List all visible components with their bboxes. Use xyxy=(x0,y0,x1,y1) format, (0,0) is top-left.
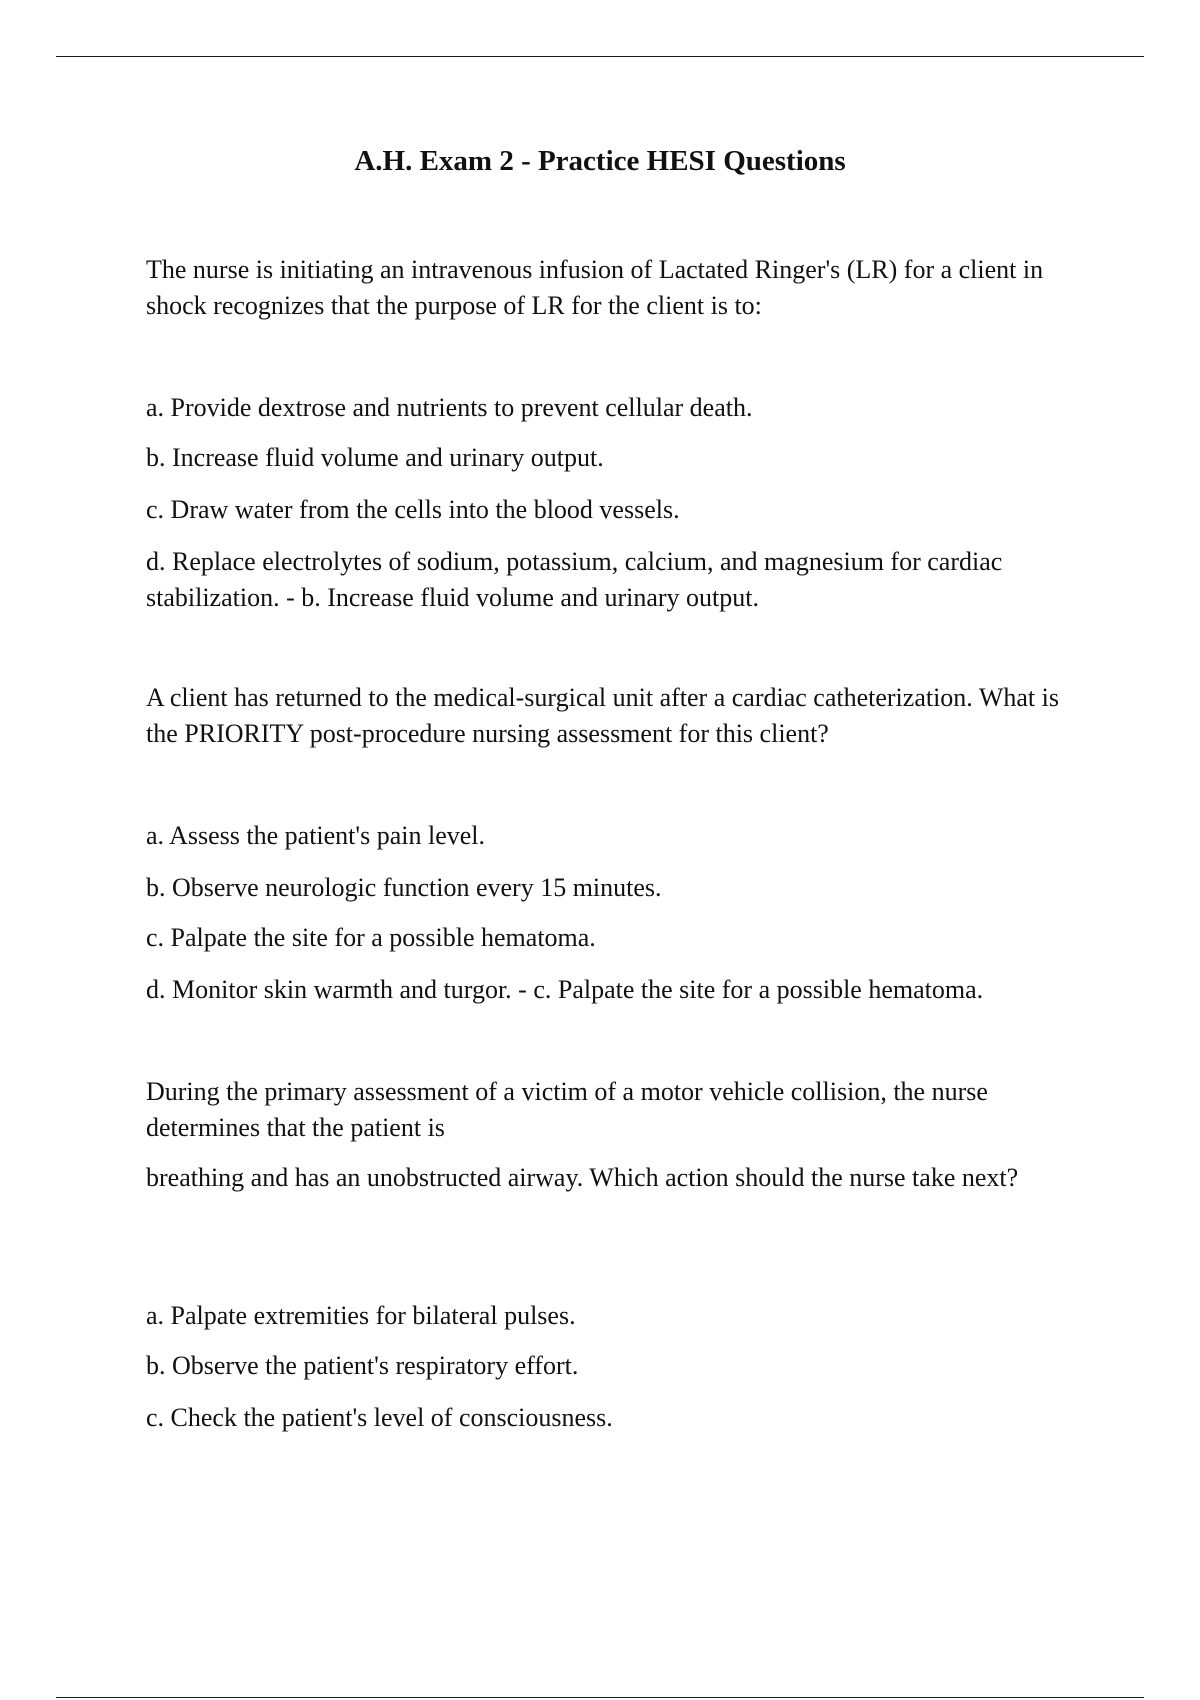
footer-rule xyxy=(56,1697,1144,1698)
question-2-stem: A client has returned to the medical-surgical unit after a cardiac catheterization. What is the PRIORITY post-procedure nursing assessment for this client? xyxy=(146,683,1059,748)
document-title: A.H. Exam 2 - Practice HESI Questions xyxy=(354,145,846,177)
question-1-option-a: a. Provide dextrose and nutrients to prevent cellular death. xyxy=(146,393,753,422)
question-1-option-b: b. Increase fluid volume and urinary output. xyxy=(146,443,604,472)
question-3-option-a: a. Palpate extremities for bilateral pulses. xyxy=(146,1301,576,1330)
question-2-option-a: a. Assess the patient's pain level. xyxy=(146,821,486,850)
question-2-option-b: b. Observe neurologic function every 15 minutes. xyxy=(146,873,662,902)
question-3-option-b: b. Observe the patient's respiratory effort. xyxy=(146,1351,579,1380)
question-1-option-c: c. Draw water from the cells into the blood vessels. xyxy=(146,495,680,524)
question-3-stem: During the primary assessment of a victim of a motor vehicle collision, the nurse determines that the patient is xyxy=(146,1077,988,1142)
question-3-stem-continued: breathing and has an unobstructed airway. Which action should the nurse take next? xyxy=(146,1163,1019,1192)
question-2-option-d: d. Monitor skin warmth and turgor. - c. Palpate the site for a possible hematoma. xyxy=(146,975,984,1004)
header-rule xyxy=(56,56,1144,57)
question-3-option-c: c. Check the patient's level of consciousness. xyxy=(146,1403,613,1432)
question-2-option-c: c. Palpate the site for a possible hematoma. xyxy=(146,923,596,952)
question-1-stem: The nurse is initiating an intravenous infusion of Lactated Ringer's (LR) for a client in shock recognizes that the purpose of LR for the client is to: xyxy=(146,255,1044,320)
question-1-option-d: d. Replace electrolytes of sodium, potassium, calcium, and magnesium for cardiac stabilization. - b. Increase fluid volume and urinary output. xyxy=(146,547,1003,612)
